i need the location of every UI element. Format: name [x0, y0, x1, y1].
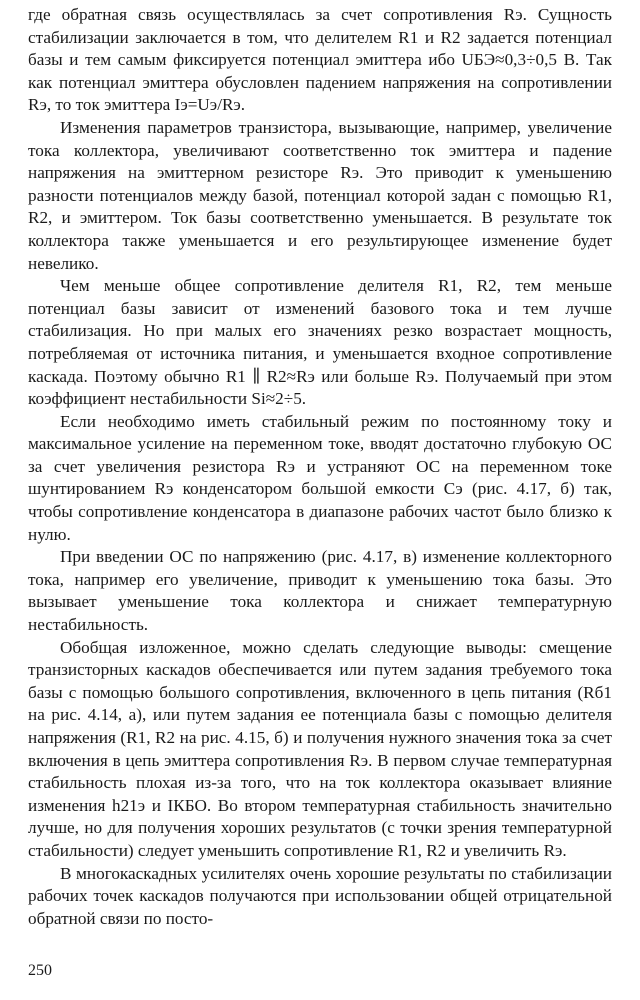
paragraph: Изменения параметров транзистора, вызывающие, например, увеличение тока коллектора, увеличивают соответственно ток эмиттера и падение напряжения на эмиттерном резисторе Rэ. Это приводит к уменьшению разности потенциалов между базой, потенциал которой задан с помощью R1, R2, и эмиттером. Ток базы соответственно уменьшается. В результате ток коллектора также уменьшается и его результирующее изменение будет невелико.: [28, 117, 612, 273]
page-body: [28, 4, 612, 930]
paragraph: Чем меньше общее сопротивление делителя R1, R2, тем меньше потенциал базы зависит от изменений базового тока и тем лучше стабилизация. Но при малых его значениях резко возрастает мощность, потребляемая от источника питания, и уменьшается входное сопротивление каскада. Поэтому обычно R1 ∥ R2≈Rэ или больше Rэ. Получаемый при этом коэффициент нестабильности Si≈2÷5.: [28, 276, 612, 409]
paragraph: Обобщая изложенное, можно сделать следующие выводы: смещение транзисторных каскадов обеспечивается или путем задания требуемого тока базы с помощью большого сопротивления, включенного в цепь питания (Rб1 на рис. 4.14, а), или путем задания ее потенциала базы с помощью делителя напряжения (R1, R2 на рис. 4.15, б) и получения нужного значения тока за счет включения в цепь эмиттера сопротивления Rэ. В первом случае температурная стабильность плохая из-за того, что на ток коллектора оказывает влияние изменения h21э и IКБО. Во втором температурная стабильность значительно лучше, но для получения хороших результатов (с точки зрения температурной стабильности) следует уменьшить сопротивление R1, R2 и увеличить Rэ.: [28, 637, 612, 860]
paragraph: Если необходимо иметь стабильный режим по постоянному току и максимальное усиление на переменном токе, вводят достаточно глубокую ОС за счет увеличения резистора Rэ и устраняют ОС на переменном токе шунтированием Rэ конденсатором большой емкости Сэ (рис. 4.17, б) так, чтобы сопротивление конденсатора в диапазоне рабочих частот было близко к нулю.: [28, 411, 612, 544]
paragraph: где обратная связь осуществлялась за счет сопротивления Rэ. Сущность стабилизации заключается в том, что делителем R1 и R2 задается потенциал базы и тем самым фиксируется потенциал эмиттера ибо UБЭ≈0,3÷0,5 В. Так как потенциал эмиттера обусловлен падением напряжения на сопротивлении Rэ, то ток эмиттера Iэ=Uэ/Rэ.: [28, 5, 612, 115]
page-number: 250: [28, 962, 52, 979]
paragraph: При введении ОС по напряжению (рис. 4.17, в) изменение коллекторного тока, например его увеличение, приводит к уменьшению тока базы. Это вызывает уменьшение тока коллектора и снижает температурную нестабильность.: [28, 547, 612, 635]
paragraph: В многокаскадных усилителях очень хорошие результаты по стабилизации рабочих точек каскадов получаются при использовании общей отрицательной обратной связи по посто-: [28, 863, 612, 928]
